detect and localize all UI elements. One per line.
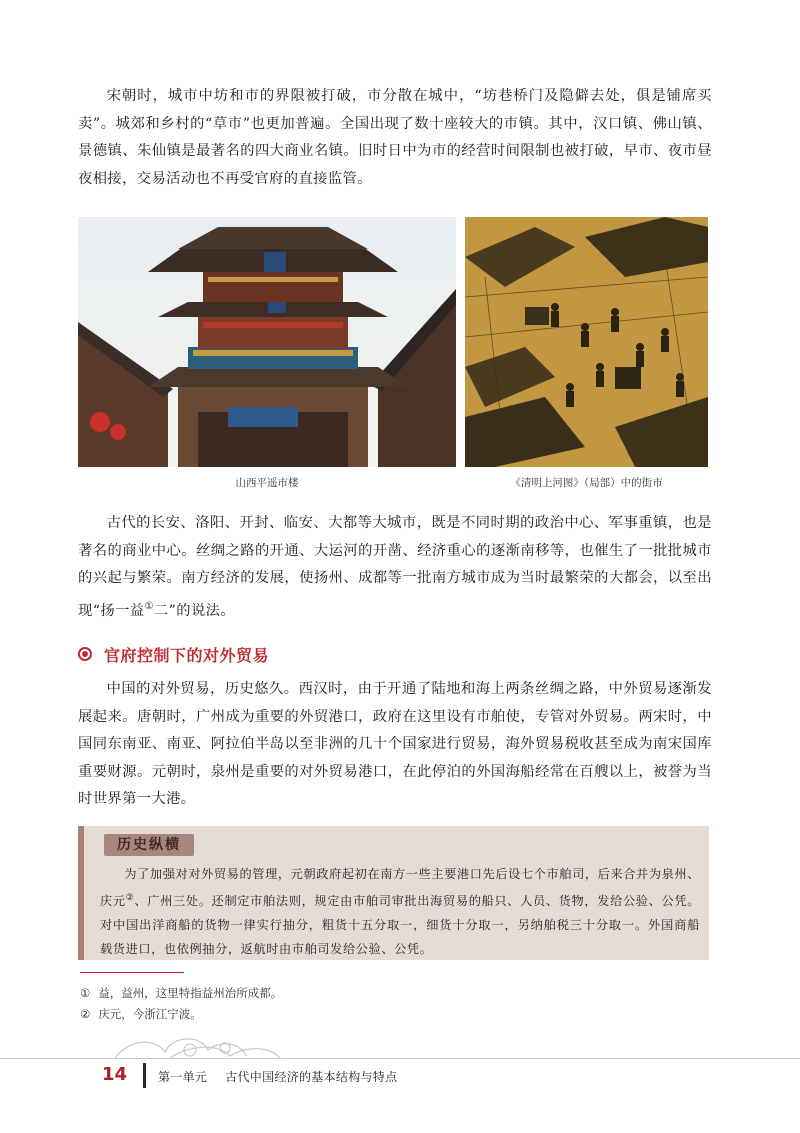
- footnote-text: 庆元，今浙江宁波。: [98, 1007, 202, 1021]
- figure-caption-right: 《清明上河图》（局部）中的街市: [510, 477, 663, 489]
- page-number: 14: [102, 1064, 128, 1085]
- unit-label: 第一单元: [158, 1070, 208, 1084]
- footer-rule: [0, 1058, 800, 1059]
- figure-caption-left: 山西平遥市楼: [235, 477, 299, 489]
- footnote: [80, 985, 282, 1001]
- sidebar-title: 历史纵横: [117, 837, 181, 853]
- footnote: [80, 1006, 202, 1022]
- cloud-ornament-icon: [110, 1028, 310, 1062]
- photo-qingming-painting-street: [465, 217, 708, 467]
- section-title: 官府控制下的对外贸易: [104, 645, 270, 665]
- unit-title: 古代中国经济的基本结构与特点: [225, 1070, 398, 1084]
- paragraph-text: 古代的长安、洛阳、开封、临安、大都等大城市，既是不同时期的政治中心、军事重镇，也是著名的商业中心。丝绸之路的开通、大运河的开凿、经济重心的逐渐南移等，也催生了一批批城市的兴起与繁荣。南方经济的发展，使扬州、成都等一批南方城市成为当时最繁荣的大都会，以至出现“扬一益: [78, 515, 712, 619]
- photo-pingyao-market-tower: [78, 217, 456, 467]
- footnote-mark: ①: [80, 986, 91, 1000]
- footnote-text: 益，益州，这里特指益州治所成都。: [98, 986, 283, 1000]
- sidebar-title-tab: [104, 834, 194, 856]
- paragraph-great-cities: [78, 510, 712, 625]
- footnote-ref[interactable]: ②: [125, 893, 135, 903]
- history-sidebar-box: [78, 826, 709, 960]
- paragraph-text: 二”的说法。: [153, 602, 236, 619]
- sidebar-text-part: 、广州三处。还制定市舶法则，规定由市舶司审批出海贸易的船只、人员、货物，发给公验、公凭。对中国出洋商船的货物一律实行抽分，粗货十五分取一，细货十分取一，另纳舶税三十分取一。外国商船载货进口，也依例抽分，返航时由市舶司发给公验、公凭。: [100, 894, 701, 957]
- section-bullet-icon: [78, 647, 92, 661]
- footnote-divider: [80, 972, 184, 973]
- sidebar-text: [100, 862, 700, 961]
- section-heading: [78, 642, 269, 666]
- footer-divider-bar: [143, 1063, 146, 1088]
- footnote-ref[interactable]: ①: [144, 600, 154, 612]
- footnote-mark: ②: [80, 1007, 91, 1021]
- paragraph-foreign-trade: 中国的对外贸易，历史悠久。西汉时，由于开通了陆地和海上两条丝绸之路，中外贸易逐渐发展起来。唐朝时，广州成为重要的外贸港口，政府在这里设有市舶使，专管对外贸易。两宋时，中国同东南亚、南亚、阿拉伯半岛以至非洲的几十个国家进行贸易，海外贸易税收甚至成为南宋国库重要财源。元朝时，泉州是重要的对外贸易港口，在此停泊的外国海船经常在百艘以上，被誉为当时世界第一大港。: [78, 681, 712, 807]
- running-header: [158, 1068, 397, 1085]
- paragraph-song-cities: 宋朝时，城市中坊和市的界限被打破，市分散在城中，“坊巷桥门及隐僻去处，俱是铺席买卖”。城郊和乡村的“草市”也更加普遍。全国出现了数十座较大的市镇。其中，汉口镇、佛山镇、景德镇、朱仙镇是最著名的四大商业名镇。旧时日中为市的经营时间限制也被打破，早市、夜市昼夜相接，交易活动也不再受官府的直接监管。: [78, 88, 712, 187]
- sidebar-text-part: 为了加强对对外贸易的管理，元朝政府起初在南方一些主要港口先后设七个市舶司，后来合并为泉州、庆元: [100, 867, 700, 909]
